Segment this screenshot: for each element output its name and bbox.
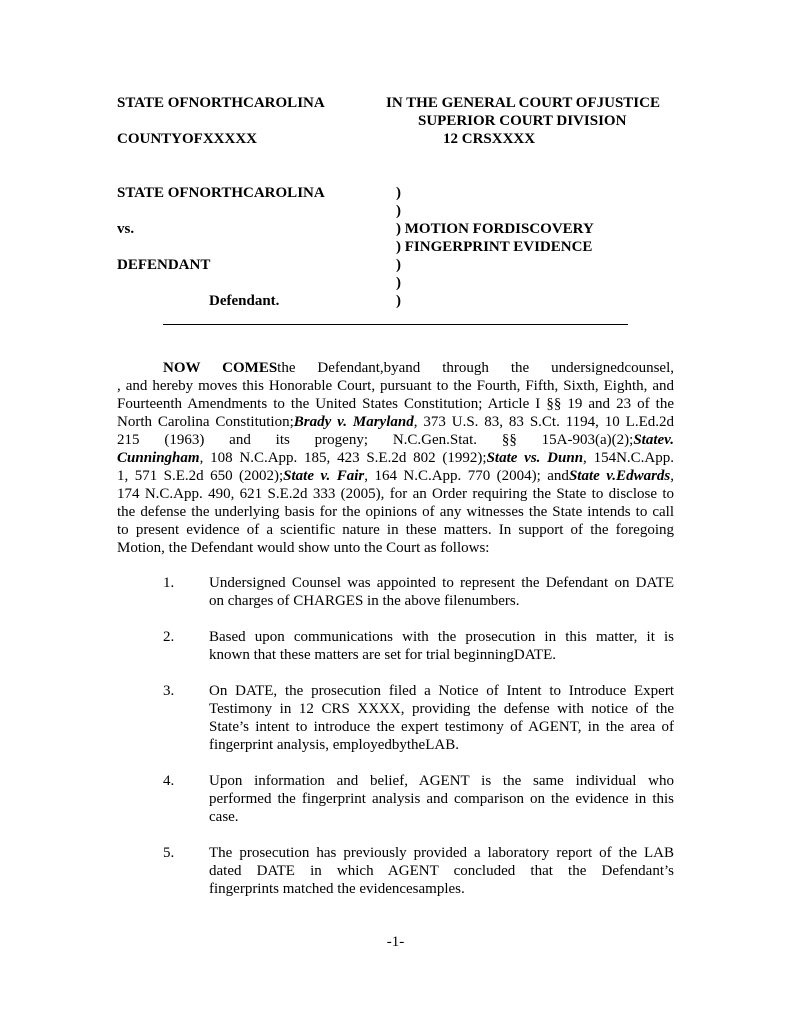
intro-text: the Defendant,byand through the undersignedcounsel, [277,360,674,376]
list-item-line: Undersigned Counsel was appointed to represent the Defendant on DATE [209,575,674,591]
list-item-line: Testimony in 12 CRS XXXX, providing the defense with notice of the [209,701,674,717]
caption-divider [163,324,628,325]
case-citation: State v.Edwards [568,468,671,484]
caption-defendant: DEFENDANT [117,257,211,273]
intro-line [117,395,674,413]
list-item-text [209,772,674,826]
intro-text: 1, 571 S.E.2d 650 (2002); [117,468,284,484]
intro-line [117,539,674,557]
list-item-number: 4. [163,773,175,789]
list-item-line: The prosecution has previously provided a laboratory report of the LAB [209,845,674,861]
intro-text: , 164 N.C.App. 770 (2004); and [364,468,569,484]
intro-paragraph [117,359,674,557]
intro-text: the defense the underlying basis for the opinions of any witnesses the State intends to call [117,504,674,520]
intro-line [117,431,674,449]
intro-text: Motion, the Defendant would show unto the Court as follows: [117,540,490,556]
court-division: SUPERIOR COURT DIVISION [418,113,627,129]
court-name: IN THE GENERAL COURT OFJUSTICE [386,95,660,111]
intro-line [117,503,674,521]
intro-text: , [670,468,674,484]
intro-text: to present evidence of a scientific nature in these matters. In support of the foregoing [117,522,674,538]
motion-title-line2: ) FINGERPRINT EVIDENCE [396,239,593,255]
intro-text: , and hereby moves this Honorable Court, pursuant to the Fourth, Fifth, Sixth, Eighth, and [117,378,674,394]
list-item-number: 3. [163,683,175,699]
case-number: 12 CRSXXXX [443,131,536,147]
caption-paren: ) [396,293,401,309]
page-number: -1- [386,934,405,950]
intro-text: , 373 U.S. 83, 83 S.Ct. 1194, 10 L.Ed.2d [413,414,674,430]
list-item-line: Upon information and belief, AGENT is the same individual who [209,773,674,789]
intro-line [117,377,674,395]
intro-text: , 154N.C.App. [583,450,674,466]
list-item-line: dated DATE in which AGENT concluded that the Defendant’s [209,863,674,879]
list-item-line: case. [209,809,239,825]
intro-line [117,485,674,503]
caption-paren: ) [396,275,401,291]
intro-text: , 108 N.C.App. 185, 423 S.E.2d 802 (1992); [199,450,487,466]
case-citation: State vs. Dunn [486,450,584,466]
intro-line [117,359,674,377]
list-item-text [209,682,674,754]
caption-defendant-label: Defendant. [209,293,280,309]
county-heading: COUNTYOFXXXXX [117,131,257,147]
case-citation: State v. Fair [283,468,365,484]
list-item-line: On DATE, the prosecution filed a Notice of Intent to Introduce Expert [209,683,674,699]
intro-line [117,413,674,431]
intro-text: 174 N.C.App. 490, 621 S.E.2d 333 (2005), for an Order requiring the State to disclose to [117,486,674,502]
list-item-line: known that these matters are set for trial beginningDATE. [209,647,556,663]
list-item-text [209,574,674,610]
intro-text: 215 (1963) and its progeny; N.C.Gen.Stat. §§ 15A-903(a)(2); [117,432,634,448]
caption-paren: ) [396,185,401,201]
list-item-line: Based upon communications with the prosecution in this matter, it is [209,629,674,645]
list-item-line: State’s intent to introduce the expert testimony of AGENT, in the area of [209,719,674,735]
case-citation: Statev. [633,432,674,448]
list-item-line: fingerprint analysis, employedbytheLAB. [209,737,459,753]
list-item-line: fingerprints matched the evidencesamples. [209,881,465,897]
case-citation: Cunningham [117,450,200,466]
intro-text: Fourteenth Amendments to the United States Constitution; Article I §§ 19 and 23 of the [117,396,674,412]
caption-vs: vs. [117,221,135,237]
intro-line [117,467,674,485]
list-item-number: 2. [163,629,175,645]
list-item-line: on charges of CHARGES in the above filenumbers. [209,593,520,609]
caption-paren: ) [396,257,401,273]
motion-title-line1: ) MOTION FORDISCOVERY [396,221,594,237]
intro-line [117,449,674,467]
list-item-number: 1. [163,575,175,591]
caption-plaintiff: STATE OFNORTHCAROLINA [117,185,325,201]
intro-text: North Carolina Constitution; [117,414,294,430]
case-citation: Brady v. Maryland [293,414,414,430]
list-item-text [209,844,674,898]
intro-line [117,521,674,539]
list-item-number: 5. [163,845,175,861]
intro-text: NOW COMES [163,360,278,376]
state-heading: STATE OFNORTHCAROLINA [117,95,325,111]
list-item-text [209,628,674,664]
list-item-line: performed the fingerprint analysis and comparison on the evidence in this [209,791,674,807]
caption-paren: ) [396,203,401,219]
